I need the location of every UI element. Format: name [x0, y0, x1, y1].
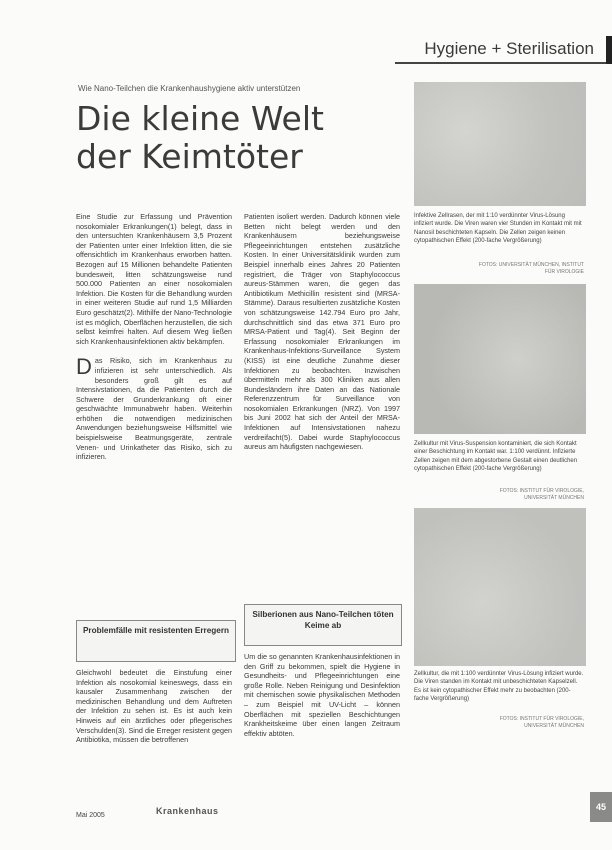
section-rule: [395, 62, 612, 64]
column-1-continued: [76, 668, 232, 745]
headline: [76, 100, 396, 176]
column-2: [244, 212, 400, 452]
dropcap: D: [76, 354, 92, 380]
headline-line-2: der Keimtöter: [76, 137, 303, 176]
photo-credit-2: FOTOS: INSTITUT FÜR VIROLOGIE, UNIVERSITÄT MÜNCHEN: [499, 488, 584, 501]
photo-caption-1: Infektive Zellrasen, der mit 1:10 verdünnter Virus-Lösung infiziert wurde. Die Viren waren vier Stunden im Kontakt mit mit Nanosil beschichteten Kapseln. Die Zellen zeigen keinen cytopathischen Effekt (200-fache Vergrößerung): [414, 213, 582, 245]
body-paragraph: [76, 356, 232, 462]
micrograph-photo-2: [414, 284, 586, 434]
column-2-continued: [244, 652, 400, 738]
kicker: Wie Nano-Teilchen die Krankenhaushygiene aktiv unterstützen: [78, 84, 301, 93]
magazine-brand: Krankenhaus: [156, 806, 219, 816]
column-1: [76, 212, 232, 462]
photo-caption-3: Zellkultur, die mit 1:100 verdünnter Virus-Lösung infiziert wurde. Die Viren standen im Kontakt mit unbeschichteten Kapselzell. Es ist kein cytopathischer Effekt mehr zu beobachten (200-fache Vergrößerung): [414, 671, 584, 703]
body-paragraph-text: as Risiko, sich im Krankenhaus zu infizieren ist sehr unterschiedlich. Als besonders groß gilt es auf Intensivstationen, da die Patienten durch die Schwere der Grunderkrankung oft einer geschwächte Immunabwehr haben. Weiterhin erhöhen die notwendigen medizinischen Anwendungen beziehungsweise Hilfsmittel wie beispielsweise Beatmungsgeräte, zentrale Venen- und Urinkatheter das Risiko, sich zu infizieren.: [76, 356, 232, 462]
page-number: 45: [590, 792, 612, 822]
photo-caption-2: Zellkultur mit Virus-Suspension kontaminiert, die sich Kontakt einer Beschichtung im Kontakt war. 1:100 verdünnt. Infizierte Zellen zeigen mit dem abgestorbene Gestalt einen deutlichen cytopathischen Effekt (200-fache Vergrößerung): [414, 441, 578, 473]
section-rule-end: [606, 36, 612, 64]
subheading-box-2: [244, 604, 402, 646]
micrograph-photo-3: [414, 508, 586, 666]
subheading-box-1: [76, 620, 236, 662]
subheading-1: Problemfälle mit resistenten Erregern: [82, 626, 230, 635]
photo-credit-1: FOTOS: UNIVERSITÄT MÜNCHEN, INSTITUT FÜR VIROLOGIE: [478, 262, 584, 275]
intro-paragraph: Eine Studie zur Erfassung und Prävention nosokomialer Erkrankungen(1) belegt, dass in den untersuchten Krankenhäusern 3,5 Prozent der Patienten unter einer Infektion litten, die sie offensichtlich im Krankenhaus erworben hatten. Bezogen auf 15 Millionen behandelte Patienten bundesweit, litten schätzungsweise rund 500.000 Patienten an einer nosokomialen Infektion. Die Kosten für die Behandlung wurden in einer weiteren Studie auf rund 1,5 Milliarden Euro geschätzt(2). Mithilfe der Nano-Technologie ist es möglich, Oberflächen herzustellen, die sich selbst keimfrei halten. Auf diesem Weg ließen sich Krankenhausinfektionen aktiv bekämpfen.: [76, 212, 232, 346]
body-paragraph-3: Patienten isoliert werden. Dadurch können viele Betten nicht belegt werden und den Krankenhäusern beziehungsweise Pflegeeinrichtungen entstehen zusätzliche Kosten. In einer Universitätsklinik wurden zum Beispiel innerhalb eines Jahres 20 Patienten registriert, die Träger von Staphylococcus aureus-Stämmen waren, die gegen das Antibiotikum Methicillin resistent sind (MRSA-Stämme). Daraus resultierten zusätzliche Kosten von schätzungsweise 142.794 Euro pro Jahr, durchschnittlich sind das etwa 371 Euro pro MRSA-Patient und Tag(4). Seit Beginn der Erfassung nosokomialer Erkrankungen im Krankenhaus-Infektions-Surveillance System (KISS) ist eine deutliche Zunahme dieser Infektionen zu beobachten. Inzwischen übermitteln mehr als 300 Kliniken aus allen Bundesländern ihre Daten an das Nationale Referenzzentrum für Surveillance von nosokomialen Erkrankungen (NRZ). Von 1997 bis Juni 2002 hat sich der Anteil der MRSA-Infektionen auf Intensivstationen nahezu verdreifacht(5). Dabei wurde Staphylococcus aureus am häufigsten nachgewiesen.: [244, 212, 400, 452]
issue-date: Mai 2005: [76, 812, 105, 819]
headline-line-1: Die kleine Welt: [76, 99, 324, 138]
body-paragraph-2: Gleichwohl bedeutet die Einstufung einer Infektion als nosokomial keineswegs, dass ein kausaler Zusammenhang zwischen der medizinischen Behandlung und dem Auftreten der Infektion zu sehen ist. Es ist auch kein Hinweis auf ein ärztliches oder pflegerisches Verschulden(3). Sind die Erreger resistent gegen Antibiotika, müssen die betroffenen: [76, 668, 232, 745]
photo-credit-3: FOTOS: INSTITUT FÜR VIROLOGIE, UNIVERSITÄT MÜNCHEN: [499, 716, 584, 729]
section-tag: Hygiene + Sterilisation: [424, 39, 594, 58]
subheading-2: Silberionen aus Nano-Teilchen töten Keime ab: [252, 610, 394, 630]
micrograph-photo-1: [414, 82, 586, 206]
body-paragraph-4: Um die so genannten Krankenhausinfektionen in den Griff zu bekommen, spielt die Hygiene in Gesundheits- und Pflegeeinrichtungen eine große Rolle. Neben Reinigung und Desinfektion mit chemischen sowie physikalischen Methoden – zum Beispiel mit UV-Licht – können Oberflächen mit speziellen Beschichtungen Krankheitskeime über einen langen Zeitraum effektiv abtöten.: [244, 652, 400, 738]
